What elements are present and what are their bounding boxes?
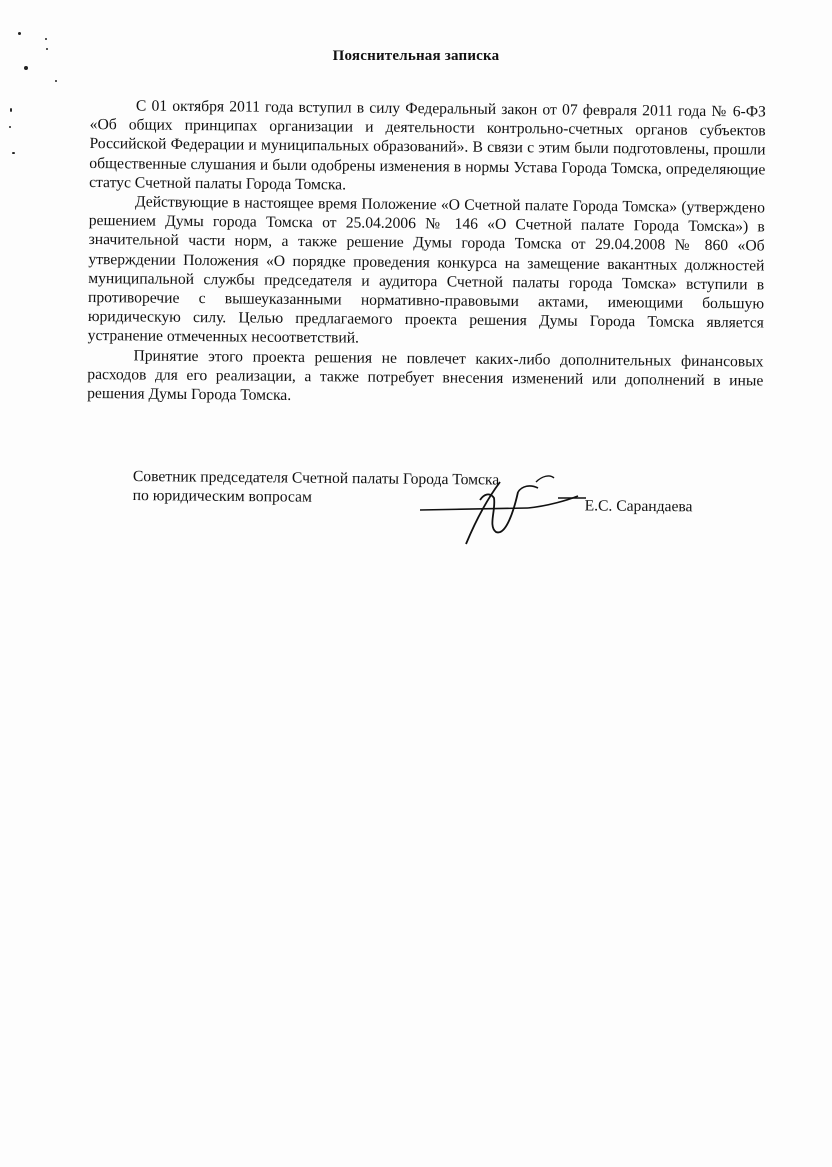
- paragraph-1: С 01 октября 2011 года вступил в силу Федеральный закон от 07 февраля 2011 года № 6-ФЗ «Об общих принципах организации и деятельности контрольно-счетных органов субъектов Российской Федерации и муниципальных образований». В связи с этим были подготовлены, прошли общественные слушания и были одобрены изменения в нормы Устава Города Томска, определяющие статус Счетной палаты Города Томска.: [89, 97, 766, 194]
- document-body: [87, 96, 766, 410]
- signer-name: Е.С. Сарандаева: [584, 497, 693, 516]
- document-title: Пояснительная записка: [332, 48, 500, 64]
- handwritten-signature: [418, 470, 588, 550]
- paragraph-3: Принятие этого проекта решения не повлечет каких-либо дополнительных финансовых расходов для его реализации, а также потребует внесения изменений или дополнений в иные решения Думы Города Томска.: [87, 347, 764, 404]
- signer-position-line-1: Советник председателя Счетной палаты Города Томска: [132, 467, 500, 489]
- paragraph-2: Действующие в настоящее время Положение «О Счетной палате Города Томска» (утверждено решением Думы города Томска от 25.04.2006 № 146 «О Счетной палате Города Томска») в значительной части норм, а также решение Думы города Томска от 29.04.2008 № 860 «Об утверждении Положения «О порядке проведения конкурса на замещение вакантных должностей муниципальной службы председателя и аудитора Счетной палаты города Томска» вступили в противоречие с вышеуказанными нормативно-правовыми актами, имеющими большую юридическую силу. Целью предлагаемого проекта решения Думы Города Томска является устранение отмеченных несоответствий.: [87, 193, 766, 348]
- signer-position-line-2: по юридическим вопросам: [132, 486, 312, 506]
